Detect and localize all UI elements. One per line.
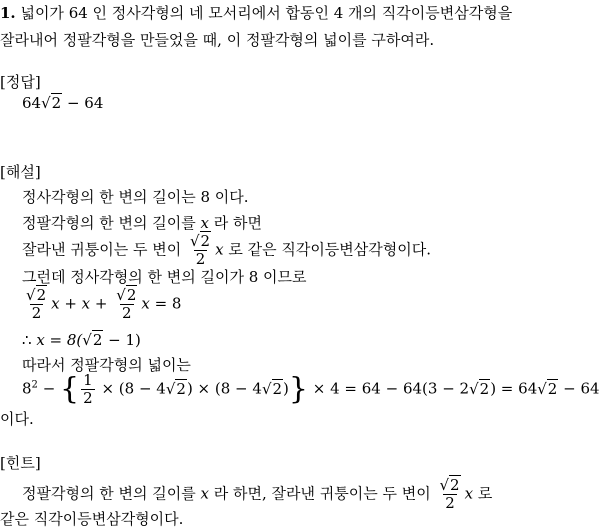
explanation-eq-2: ∴ x = 8(√2 − 1) — [22, 331, 141, 349]
explanation-line-5: 따라서 정팔각형의 넓이는 — [22, 356, 191, 374]
problem-line-1 — [0, 6, 512, 21]
answer-coef: 64 — [22, 94, 42, 112]
answer-tail: − 64 — [62, 94, 104, 112]
explanation-line-2: 정팔각형의 한 변의 길이를 x 라 하면 — [22, 214, 262, 232]
problem-text-2: 잘라내어 정팔각형을 만들었을 때, 이 정팔각형의 넓이를 구하여라. — [0, 31, 435, 49]
explanation-eq-1: $\frac{√2}{2}$ x + x + $\frac{√2}{2}$ x = 8 — [26, 286, 182, 322]
hint-line-1: 정팔각형의 한 변의 길이를 x 라 하면, 잘라낸 귀퉁이는 두 변이 $\frac{√2}{2}$ x 로 — [22, 476, 493, 512]
explanation-final-eq: $8^2$ − { $\frac{1}{2}$ × (8 − 4√2) × (8 − 4√2)} × 4 = 64 − 64(3 − 2√2) = 64√2 − 64 — [22, 371, 600, 407]
explanation-line-6: 이다. — [0, 410, 34, 428]
hint-heading: [힌트] — [0, 454, 41, 472]
explanation-line-3: 잘라낸 귀퉁이는 두 변이 $\frac{√2}{2}$ x 로 같은 직각이등변삼각형이다. — [22, 232, 432, 268]
answer-heading: [정답] — [0, 73, 41, 91]
fraction-sqrt2-over-2: $\frac{√2}{2}$ — [189, 232, 211, 268]
hint-line-2: 같은 직각이등변삼각형이다. — [0, 510, 184, 528]
problem-number: 1. — [0, 4, 16, 22]
explanation-line-1: 정사각형의 한 변의 길이는 8 이다. — [22, 188, 249, 206]
sqrt-symbol: √2 — [41, 94, 62, 112]
problem-line-2 — [0, 33, 434, 48]
explanation-line-4: 그런데 정사각형의 한 변의 길이가 8 이므로 — [22, 268, 307, 286]
answer-value — [22, 96, 103, 111]
explanation-heading: [해설] — [0, 163, 41, 181]
problem-text-1: 넓이가 64 인 정사각형의 네 모서리에서 합동인 4 개의 직각이등변삼각형을 — [20, 4, 513, 22]
